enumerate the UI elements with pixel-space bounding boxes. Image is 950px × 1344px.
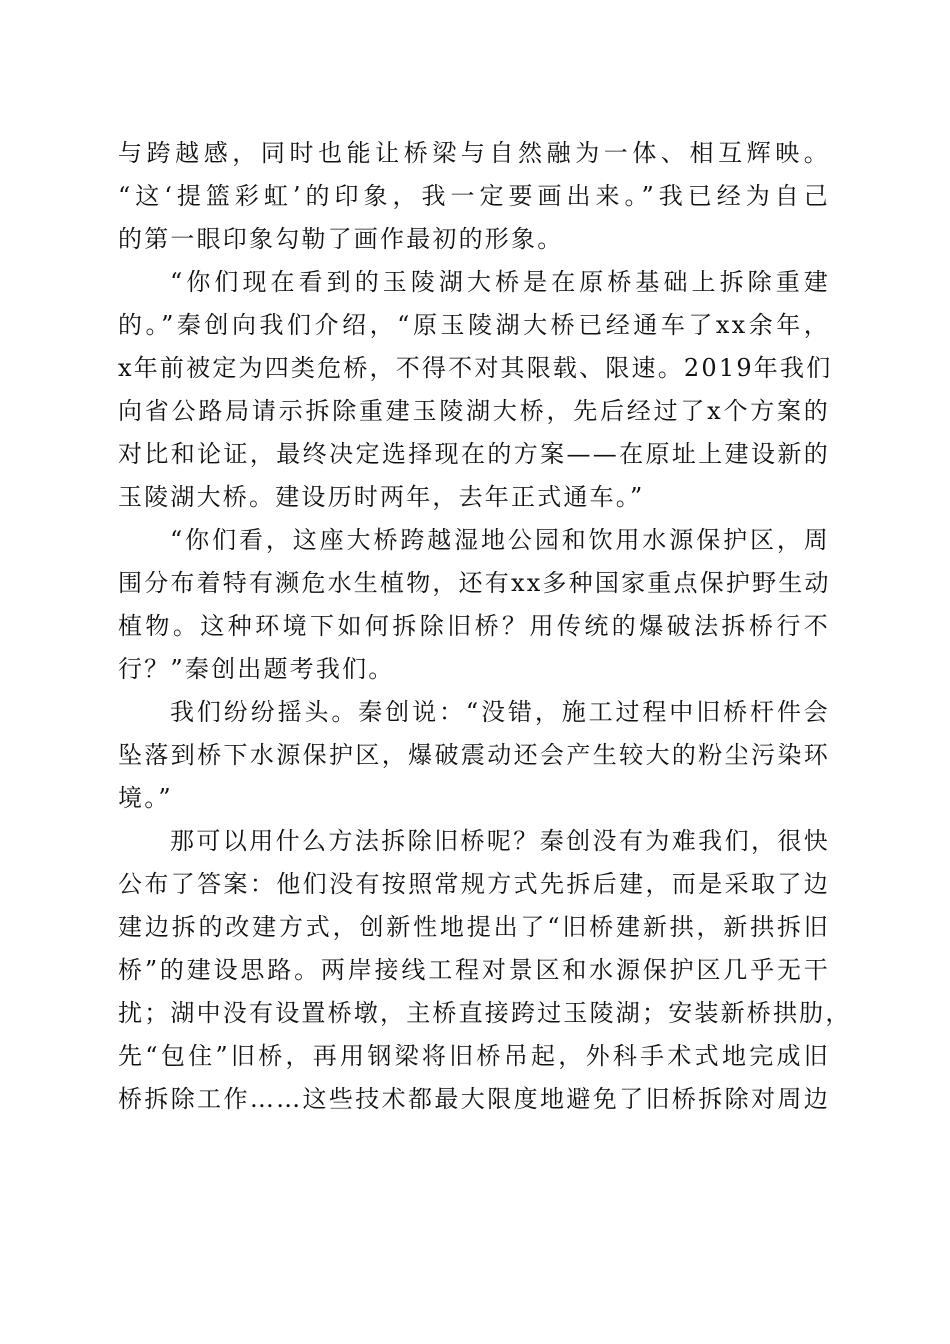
text-line: 向省公路局请示拆除重建玉陵湖大桥，先后经过了x个方案的 [118, 397, 830, 425]
text-line: “你们现在看到的玉陵湖大桥是在原桥基础上拆除重建 [170, 268, 830, 296]
text-line: 坠落到桥下水源保护区，爆破震动还会产生较大的粉尘污染环 [118, 741, 830, 769]
text-line: x年前被定为四类危桥，不得不对其限载、限速。2019年我们 [118, 354, 833, 382]
text-line: 桥拆除工作……这些技术都最大限度地避免了旧桥拆除对周边 [118, 1085, 830, 1113]
text-line: 对比和论证，最终决定选择现在的方案——在原址上建设新的 [118, 440, 830, 468]
text-line: 那可以用什么方法拆除旧桥呢？秦创没有为难我们，很快 [170, 827, 830, 855]
text-line: 公布了答案：他们没有按照常规方式先拆后建，而是采取了边 [118, 870, 830, 898]
text-line: 境。” [118, 784, 173, 812]
text-line: 植物。这种环境下如何拆除旧桥？用传统的爆破法拆桥行不 [118, 612, 830, 640]
text-line: 围分布着特有濒危水生植物，还有xx多种国家重点保护野生动 [118, 569, 831, 597]
text-line: 与跨越感，同时也能让桥梁与自然融为一体、相互辉映。 [118, 139, 830, 167]
text-line: 行？”秦创出题考我们。 [118, 655, 395, 683]
text-line: 的第一眼印象勾勒了画作最初的形象。 [118, 225, 564, 253]
text-line: “你们看，这座大桥跨越湿地公园和饮用水源保护区，周 [170, 526, 830, 554]
text-line: 玉陵湖大桥。建设历时两年，去年正式通车。” [118, 483, 645, 511]
text-line: 先“包住”旧桥，再用钢梁将旧桥吊起，外科手术式地完成旧 [118, 1042, 830, 1070]
text-line: 的。”秦创向我们介绍，“原玉陵湖大桥已经通车了xx余年， [118, 311, 830, 339]
body-text [118, 132, 852, 1121]
text-line: 建边拆的改建方式，创新性地提出了“旧桥建新拱，新拱拆旧 [118, 913, 830, 941]
text-line: 桥”的建设思路。两岸接线工程对景区和水源保护区几乎无干 [118, 956, 830, 984]
text-line: 我们纷纷摇头。秦创说：“没错，施工过程中旧桥杆件会 [170, 698, 830, 726]
text-line: “这‘提篮彩虹’的印象，我一定要画出来。”我已经为自己 [118, 182, 830, 210]
text-line: 扰；湖中没有设置桥墩，主桥直接跨过玉陵湖；安装新桥拱肋， [118, 999, 852, 1027]
